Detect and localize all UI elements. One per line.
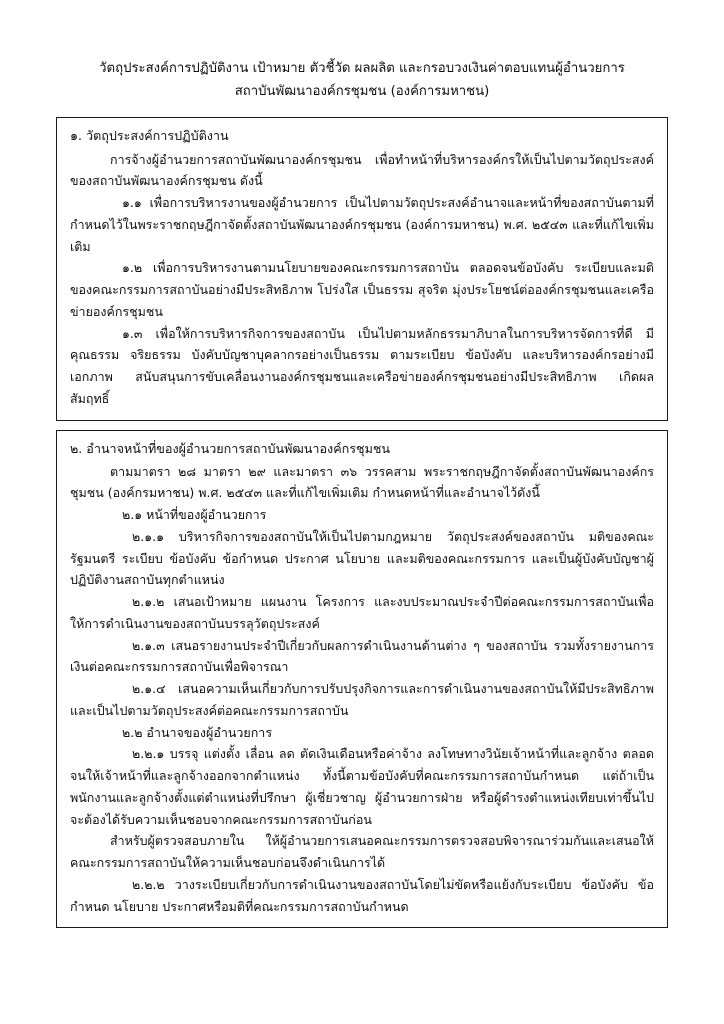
section-heading: ๑. วัตถุประสงค์การปฏิบัติงาน	[70, 128, 229, 144]
paragraph: ๒.๒.๒ วางระเบียบเกี่ยวกับการดำเนินงานของสถาบันโดยไม่ขัดหรือแย้งกับระเบียบ ข้อบังคับ ข้อกำหนด นโยบาย ประกาศหรือมติที่คณะกรรมการสถาบันกำหนด	[70, 876, 654, 914]
title-line-1: วัตถุประสงค์การปฏิบัติงาน เป้าหมาย ตัวชี้วัด ผลผลิต และกรอบวงเงินค่าตอบแทนผู้อำนวยการ	[99, 61, 625, 76]
paragraph: สำหรับผู้ตรวจสอบภายใน ให้ผู้อำนวยการเสนอคณะกรรมการตรวจสอบพิจารณาร่วมกันและเสนอให้คณะกรรมการสถาบันให้ความเห็นชอบก่อนจึงดำเนินการได้	[70, 833, 654, 871]
section-objectives	[56, 117, 668, 420]
page-title	[80, 58, 643, 103]
paragraph: การจ้างผู้อำนวยการสถาบันพัฒนาองค์กรชุมชน เพื่อทำหน้าที่บริหารองค์กรให้เป็นไปตามวัตถุประสงค์ของสถาบันพัฒนาองค์กรชุมชน ดังนี้	[70, 151, 654, 189]
section-heading: ๒. อำนาจหน้าที่ของผู้อำนวยการสถาบันพัฒนาองค์กรชุมชน	[70, 440, 391, 456]
paragraph: ตามมาตรา ๒๘ มาตรา ๒๙ และมาตรา ๓๖ วรรคสาม พระราชกฤษฎีกาจัดตั้งสถาบันพัฒนาองค์กรชุมชน (องค์กรมหาชน) พ.ศ. ๒๕๔๓ และที่แก้ไขเพิ่มเติม กำหนดหน้าที่และอำนาจไว้ดังนี้	[70, 463, 654, 501]
section-authority	[56, 430, 668, 929]
paragraph: ๒.๑.๒ เสนอเป้าหมาย แผนงาน โครงการ และงบประมาณประจำปีต่อคณะกรรมการสถาบันเพื่อให้การดำเนินงานของสถาบันบรรลุวัตถุประสงค์	[70, 594, 654, 631]
paragraph: ๒.๒ อำนาจของผู้อำนวยการ	[122, 724, 273, 740]
paragraph: ๑.๓ เพื่อให้การบริหารกิจการของสถาบัน เป็นไปตามหลักธรรมาภิบาลในการบริหารจัดการที่ดี มีคุณธรรม จริยธรรม บังคับบัญชาบุคลากรอย่างเป็นธรรม ตามระเบียบ ข้อบังคับ และบริหารองค์กรอย่างมีเอกภาพ สนับสนุนการขับเคลื่อนงานองค์กรชุมชนและเครือข่ายองค์กรชุมชนอย่างมีประสิทธิภาพ เกิดผลสัมฤทธิ์	[70, 325, 654, 406]
paragraph: ๒.๒.๑ บรรจุ แต่งตั้ง เลื่อน ลด ตัดเงินเดือนหรือค่าจ้าง ลงโทษทางวินัยเจ้าหน้าที่และลูกจ้าง ตลอดจนให้เจ้าหน้าที่และลูกจ้างออกจากตำแหน่ง ทั้งนี้ตามข้อบังคับที่คณะกรรมการสถาบันกำหนด แต่ถ้าเป็นพนักงานและลูกจ้างตั้งแต่ตำแหน่งที่ปรึกษา ผู้เชี่ยวชาญ ผู้อำนวยการฝ่าย หรือผู้ดำรงตำแหน่งเทียบเท่าขึ้นไป จะต้องได้รับความเห็นชอบจากคณะกรรมการสถาบันก่อน	[70, 746, 654, 827]
paragraph: ๒.๑.๔ เสนอความเห็นเกี่ยวกับการปรับปรุงกิจการและการดำเนินงานของสถาบันให้มีประสิทธิภาพและเป็นไปตามวัตถุประสงค์ต่อคณะกรรมการสถาบัน	[70, 681, 654, 718]
paragraph: ๑.๑ เพื่อการบริหารงานของผู้อำนวยการ เป็นไปตามวัตถุประสงค์อำนาจและหน้าที่ของสถาบันตามที่กำหนดไว้ในพระราชกฤษฎีกาจัดตั้งสถาบันพัฒนาองค์กรชุมชน (องค์การมหาชน) พ.ศ. ๒๕๔๓ และที่แก้ไขเพิ่มเติม	[70, 195, 654, 254]
paragraph: ๒.๑ หน้าที่ของผู้อำนวยการ	[122, 507, 267, 523]
paragraph: ๒.๑.๓ เสนอรายงานประจำปีเกี่ยวกับผลการดำเนินงานด้านต่าง ๆ ของสถาบัน รวมทั้งรายงานการเงินต่อคณะกรรมการสถาบันเพื่อพิจารณา	[70, 637, 654, 675]
paragraph: ๒.๑.๑ บริหารกิจการของสถาบันให้เป็นไปตามกฎหมาย วัตถุประสงค์ของสถาบัน มติของคณะรัฐมนตรี ระเบียบ ข้อบังคับ ข้อกำหนด ประกาศ นโยบาย และมติของคณะกรรมการ และเป็นผู้บังคับบัญชาผู้ปฏิบัติงานสถาบันทุกตำแหน่ง	[70, 528, 654, 588]
paragraph: ๑.๒ เพื่อการบริหารงานตามนโยบายของคณะกรรมการสถาบัน ตลอดจนข้อบังคับ ระเบียบและมติของคณะกรรมการสถาบันอย่างมีประสิทธิภาพ โปร่งใส เป็นธรรม สุจริต มุ่งประโยชน์ต่อองค์กรชุมชนและเครือข่ายองค์กรชุมชน	[70, 260, 654, 319]
title-line-2: สถาบันพัฒนาองค์กรชุมชน (องค์การมหาชน)	[234, 83, 490, 99]
